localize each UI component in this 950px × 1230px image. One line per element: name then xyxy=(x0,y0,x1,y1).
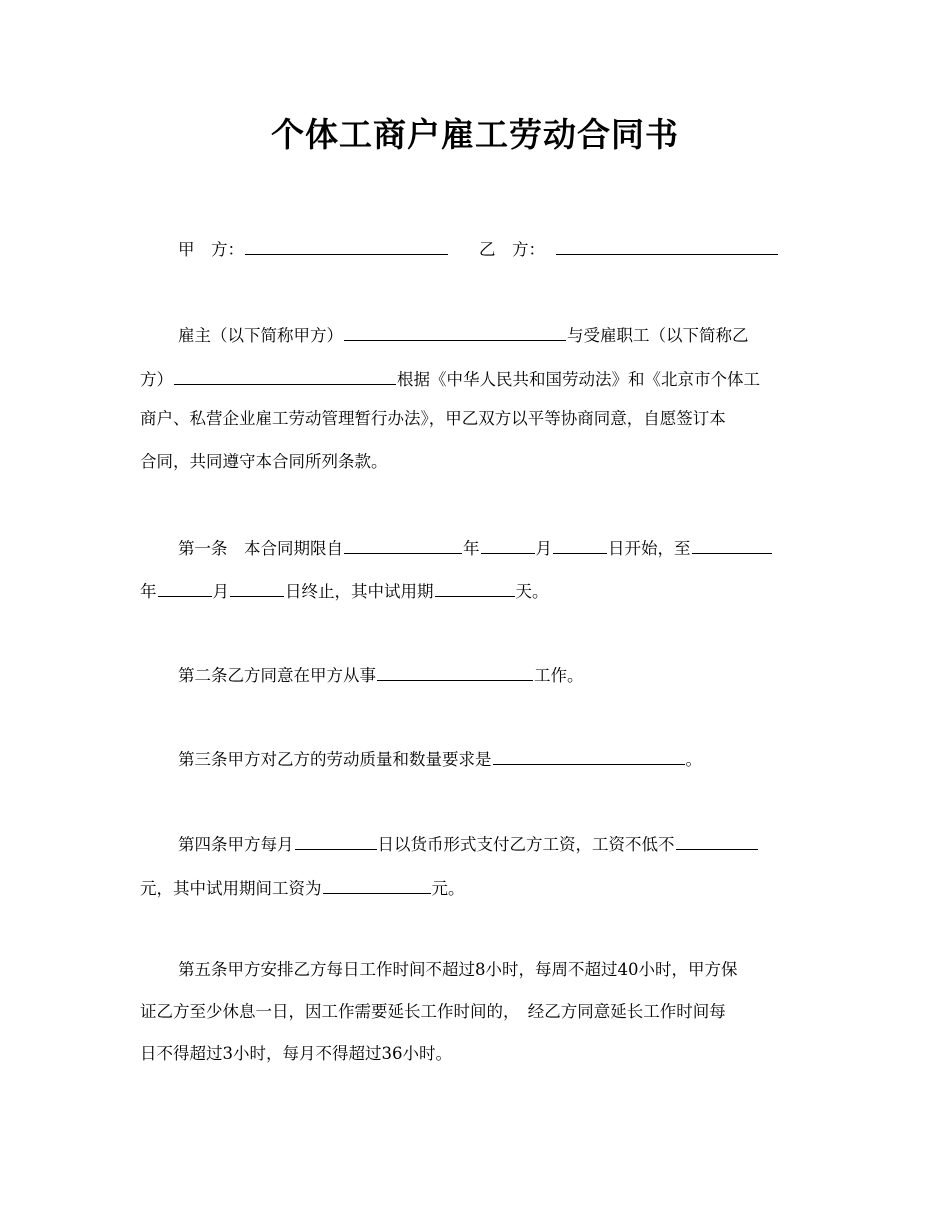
preamble-text: 与受雇职工（以下简称乙 xyxy=(567,326,749,345)
article-5-line-1 xyxy=(178,960,858,980)
article-5-text: 第五条甲方安排乙方每日工作时间不超过8小时，每周不超过40小时，甲方保 xyxy=(178,960,738,979)
start-year-blank xyxy=(344,535,462,554)
article-3-text: 。 xyxy=(685,750,702,769)
article-4-text: 第四条甲方每月 xyxy=(178,835,294,854)
article-1-text: 日终止，其中试用期 xyxy=(285,582,434,601)
employer-name-blank xyxy=(344,322,566,341)
article-5-text: 证乙方至少休息一日，因工作需要延长工作时间的， 经乙方同意延长工作时间每 xyxy=(140,1002,726,1021)
party-a-blank xyxy=(245,236,448,255)
preamble-text: 雇主（以下简称甲方） xyxy=(178,326,343,345)
minimum-wage-blank xyxy=(676,831,758,850)
start-month-blank xyxy=(481,535,535,554)
article-2-text: 第二条乙方同意在甲方从事 xyxy=(178,666,376,685)
party-b-blank xyxy=(556,236,778,255)
preamble-line-1 xyxy=(178,322,858,346)
end-day-blank xyxy=(230,578,284,597)
employee-name-blank xyxy=(174,366,396,385)
quality-requirement-blank xyxy=(493,746,685,765)
article-1-text: 年 xyxy=(140,582,157,601)
article-3-line xyxy=(178,746,858,770)
preamble-text: 方） xyxy=(140,370,173,389)
end-year-blank xyxy=(692,535,772,554)
pay-day-blank xyxy=(295,831,377,850)
article-3-text: 第三条甲方对乙方的劳动质量和数量要求是 xyxy=(178,750,492,769)
article-1-text: 月 xyxy=(535,539,552,558)
preamble-line-3 xyxy=(140,409,820,429)
article-2-line xyxy=(178,662,858,686)
article-5-text: 日不得超过3小时，每月不得超过36小时。 xyxy=(140,1044,452,1063)
article-1-text: 第一条 本合同期限自 xyxy=(178,539,343,558)
article-4-text: 元。 xyxy=(431,879,465,898)
article-5-line-2 xyxy=(140,1002,820,1022)
party-b-label: 乙 方： xyxy=(479,240,545,259)
preamble-text: 根据《中华人民共和国劳动法》和《北京市个体工 xyxy=(397,370,760,389)
article-5-line-3 xyxy=(140,1044,820,1064)
article-2-text: 工作。 xyxy=(534,666,584,685)
article-1-text: 年 xyxy=(463,539,480,558)
article-4-line-2 xyxy=(140,875,820,899)
preamble-line-4 xyxy=(140,452,820,472)
article-1-text: 日开始，至 xyxy=(608,539,691,558)
preamble-line-2 xyxy=(140,366,820,390)
preamble-text: 商户、私营企业雇工劳动管理暂行办法》，甲乙双方以平等协商同意，自愿签订本 xyxy=(140,409,726,428)
article-4-line-1 xyxy=(178,831,858,855)
end-month-blank xyxy=(158,578,212,597)
probation-days-blank xyxy=(435,578,515,597)
party-line xyxy=(178,236,858,260)
article-1-text: 月 xyxy=(212,582,229,601)
party-a-label: 甲 方： xyxy=(178,240,244,259)
article-4-text: 日以货币形式支付乙方工资，工资不低不 xyxy=(377,835,675,854)
article-1-text: 天。 xyxy=(515,582,549,601)
preamble-text: 合同，共同遵守本合同所列条款。 xyxy=(140,452,388,471)
article-4-text: 元，其中试用期间工资为 xyxy=(140,879,322,898)
article-1-line-2 xyxy=(140,578,820,602)
job-blank xyxy=(377,662,533,681)
start-day-blank xyxy=(553,535,607,554)
article-1-line-1 xyxy=(178,535,858,559)
document-title: 个体工商户雇工劳动合同书 xyxy=(271,115,679,154)
probation-wage-blank xyxy=(323,875,431,894)
